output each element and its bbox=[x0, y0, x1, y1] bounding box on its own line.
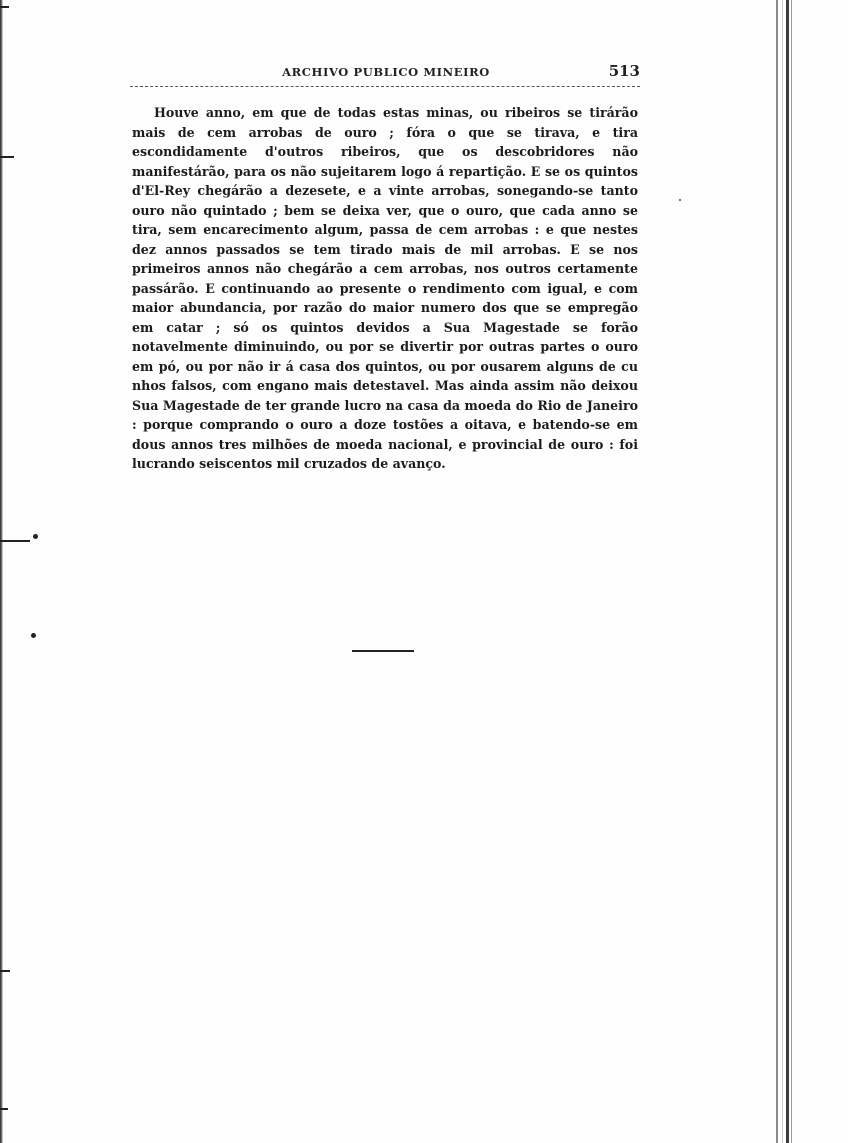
scan-artifact bbox=[0, 156, 14, 158]
scan-edge-right bbox=[770, 0, 848, 1143]
scan-artifact bbox=[0, 1108, 8, 1110]
body-paragraph: Houve anno, em que de todas estas minas, ou ribeiros se tirárão mais de cem arrobas de ouro ; fóra o que se tirava, e tira escondidamente d'outros ribeiros, que os descobridores não manifestárão, para os não sujeitarem logo á repartição. E se os quintos d'El-Rey chegárão a dezesete, e a vinte arrobas, sonegando-se tanto ouro não quintado ; bem se deixa ver, que o ouro, que cada anno se tira, sem encarecimento algum, passa de cem arrobas : e que nestes dez annos passados se tem tirado mais de mil arrobas. E se nos primeiros annos não chegárão a cem arrobas, nos outros certamente passárão. E continuando ao presente o rendimento com igual, e com maior abundancia, por razão do maior numero dos que se empregão em catar ; só os quintos devidos a Sua Magestade se forão notavelmente diminuindo, ou por se divertir por outras partes o ouro em pó, ou por não ir á casa dos quintos, ou por ousarem alguns de cu nhos falsos, com engano mais detestavel. Mas ainda assim não deixou Sua Magestade de ter grande lucro na casa da moeda do Rio de Janeiro : porque comprando o ouro a doze tostões a oitava, e batendo-se em dous annos tres milhões de moeda nacional, e provincial de ouro : foi lucrando seiscentos mil cruzados de avanço. bbox=[132, 105, 638, 471]
end-rule bbox=[352, 650, 414, 652]
header-rule bbox=[130, 86, 640, 87]
scan-artifact bbox=[679, 199, 681, 201]
scan-artifact bbox=[0, 970, 10, 972]
scan-artifact bbox=[0, 540, 30, 542]
scan-artifact bbox=[33, 534, 38, 539]
page-number: 513 bbox=[608, 62, 640, 80]
scan-artifact bbox=[31, 633, 36, 638]
header-title: ARCHIVO PUBLICO MINEIRO bbox=[282, 65, 490, 79]
scan-artifact bbox=[0, 6, 9, 8]
running-header bbox=[132, 62, 640, 84]
